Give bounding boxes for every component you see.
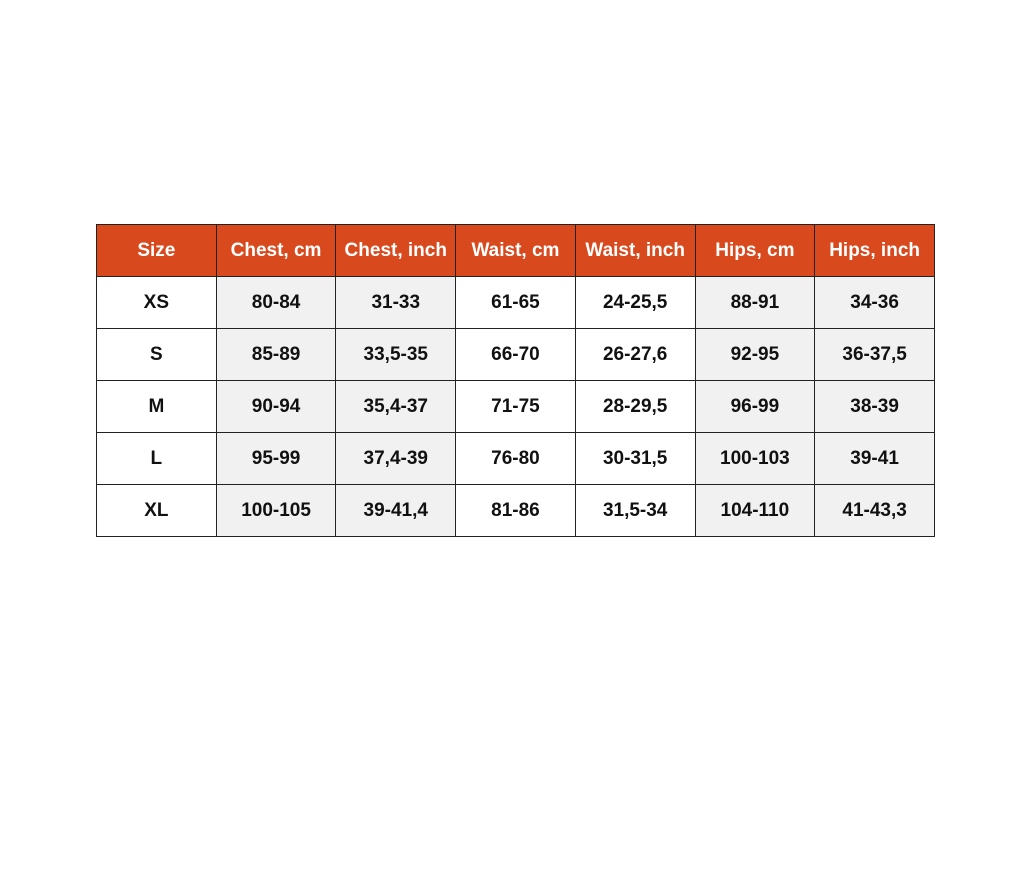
chest-inch-cell: 39-41,4	[336, 485, 456, 537]
chest-cm-cell: 95-99	[216, 433, 336, 485]
chest-cm-cell: 90-94	[216, 381, 336, 433]
header-size: Size	[97, 225, 217, 277]
hips-cm-cell: 96-99	[695, 381, 815, 433]
size-cell: XL	[97, 485, 217, 537]
waist-cm-cell: 61-65	[456, 277, 576, 329]
waist-inch-cell: 24-25,5	[575, 277, 695, 329]
size-cell: XS	[97, 277, 217, 329]
waist-cm-cell: 66-70	[456, 329, 576, 381]
header-chest-cm: Chest, cm	[216, 225, 336, 277]
header-waist-inch: Waist, inch	[575, 225, 695, 277]
table-row	[97, 329, 935, 381]
table-row	[97, 381, 935, 433]
size-cell: M	[97, 381, 217, 433]
table-row	[97, 433, 935, 485]
hips-cm-cell: 88-91	[695, 277, 815, 329]
header-row	[97, 225, 935, 277]
size-cell: L	[97, 433, 217, 485]
hips-inch-cell: 39-41	[815, 433, 935, 485]
chest-cm-cell: 80-84	[216, 277, 336, 329]
waist-cm-cell: 81-86	[456, 485, 576, 537]
header-hips-cm: Hips, cm	[695, 225, 815, 277]
waist-cm-cell: 71-75	[456, 381, 576, 433]
hips-inch-cell: 36-37,5	[815, 329, 935, 381]
hips-cm-cell: 92-95	[695, 329, 815, 381]
hips-inch-cell: 34-36	[815, 277, 935, 329]
chest-inch-cell: 33,5-35	[336, 329, 456, 381]
hips-inch-cell: 38-39	[815, 381, 935, 433]
table-row	[97, 485, 935, 537]
waist-cm-cell: 76-80	[456, 433, 576, 485]
size-chart-table	[96, 224, 935, 537]
waist-inch-cell: 30-31,5	[575, 433, 695, 485]
chest-inch-cell: 35,4-37	[336, 381, 456, 433]
chest-cm-cell: 100-105	[216, 485, 336, 537]
hips-inch-cell: 41-43,3	[815, 485, 935, 537]
hips-cm-cell: 104-110	[695, 485, 815, 537]
table-row	[97, 277, 935, 329]
chest-inch-cell: 37,4-39	[336, 433, 456, 485]
header-hips-inch: Hips, inch	[815, 225, 935, 277]
chest-cm-cell: 85-89	[216, 329, 336, 381]
chest-inch-cell: 31-33	[336, 277, 456, 329]
waist-inch-cell: 28-29,5	[575, 381, 695, 433]
waist-inch-cell: 31,5-34	[575, 485, 695, 537]
size-cell: S	[97, 329, 217, 381]
waist-inch-cell: 26-27,6	[575, 329, 695, 381]
hips-cm-cell: 100-103	[695, 433, 815, 485]
header-waist-cm: Waist, cm	[456, 225, 576, 277]
header-chest-inch: Chest, inch	[336, 225, 456, 277]
